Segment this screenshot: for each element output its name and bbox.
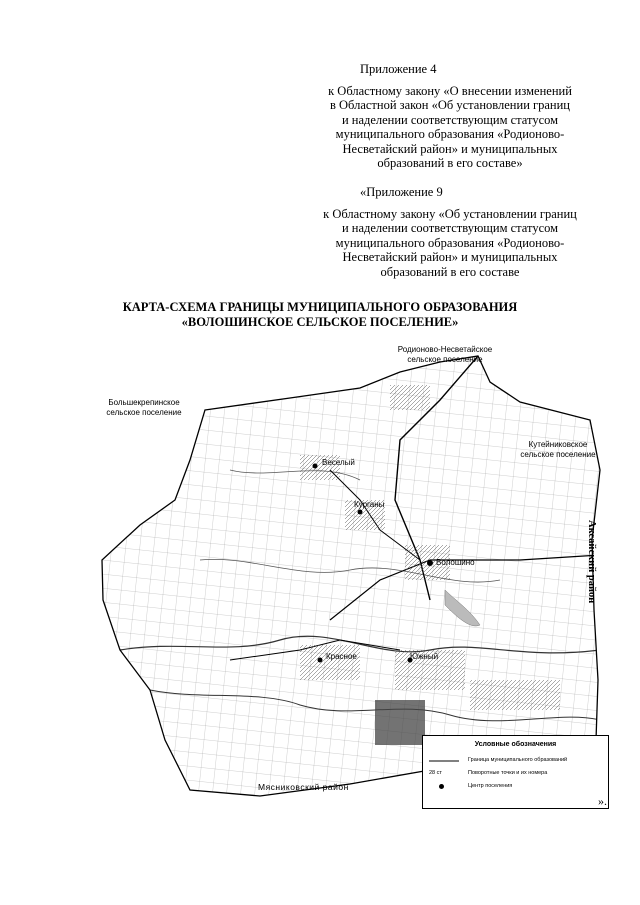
appendix4-line-5: Несветайский район» и муниципальных <box>342 141 558 156</box>
center-dot <box>427 560 433 566</box>
settlement-label: Красное <box>326 652 357 661</box>
neighbor-east <box>508 440 608 460</box>
appendix9-line-4: Несветайский район» и муниципальных <box>342 250 558 264</box>
neighbor-east-line-2: сельское поселение <box>520 450 596 459</box>
center-dot <box>318 658 323 663</box>
appendix9-line-2: и наделении соответствующим статусом <box>341 221 559 235</box>
center-dot <box>358 510 363 515</box>
legend-row-center: Центр поселения <box>468 783 513 789</box>
neighbor-aksay: Аксайский район <box>586 520 597 604</box>
legend-title: Условные обозначения <box>474 741 557 748</box>
neighbor-north-line-1: Родионово-Несветайское <box>397 345 493 354</box>
legend-boundary-symbol <box>429 759 459 763</box>
settlement-label: Курганы <box>354 500 385 509</box>
appendix4-line-4: муниципального образования «Родионово- <box>335 127 565 141</box>
settlement-label: Веселый <box>322 458 355 467</box>
neighbor-north-line-2: сельское поселение <box>407 355 483 364</box>
appendix4-heading: Приложение 4 <box>360 62 437 76</box>
neighbor-west-line-1: Большекрепинское <box>108 398 180 407</box>
appendix9-heading: «Приложение 9 <box>360 185 443 199</box>
neighbor-west-line-2: сельское поселение <box>106 408 182 417</box>
legend-row-points: Поворотные точки и их номера <box>468 770 548 776</box>
appendix4-line-1: к Областному закону «О внесении изменений <box>328 83 572 98</box>
appendix4-line-3: и наделении соответствующим статусом <box>341 112 559 127</box>
map-legend <box>422 735 609 809</box>
appendix4-line-2: в Областной закон «Об установлении границ <box>329 98 570 112</box>
end-mark: ». <box>598 794 607 808</box>
neighbor-east-line-1: Кутейниковское <box>528 440 588 449</box>
appendix4-line-6: образований в его составе» <box>377 156 523 170</box>
neighbor-west <box>96 398 192 418</box>
center-dot <box>313 464 318 469</box>
appendix9-line-1: к Областному закону «Об установлении границ <box>323 206 577 221</box>
legend-center-symbol <box>439 784 444 789</box>
settlement-label: Волошино <box>436 558 475 567</box>
neighbor-south: Мясниковский район <box>258 782 349 792</box>
legend-row-boundary: Граница муниципального образований <box>468 757 568 763</box>
legend-point-symbol: 28 ст <box>429 770 442 776</box>
appendix9-line-3: муниципального образования «Родионово- <box>335 235 565 250</box>
map-title-line-2: «ВОЛОШИНСКОЕ СЕЛЬСКОЕ ПОСЕЛЕНИЕ» <box>181 315 459 329</box>
settlement-label: Южный <box>410 652 439 661</box>
neighbor-north <box>380 345 510 365</box>
appendix9-line-5: образований в его составе <box>380 264 520 279</box>
map-title-line-1: КАРТА-СХЕМА ГРАНИЦЫ МУНИЦИПАЛЬНОГО ОБРАЗОВАНИЯ <box>122 300 518 314</box>
